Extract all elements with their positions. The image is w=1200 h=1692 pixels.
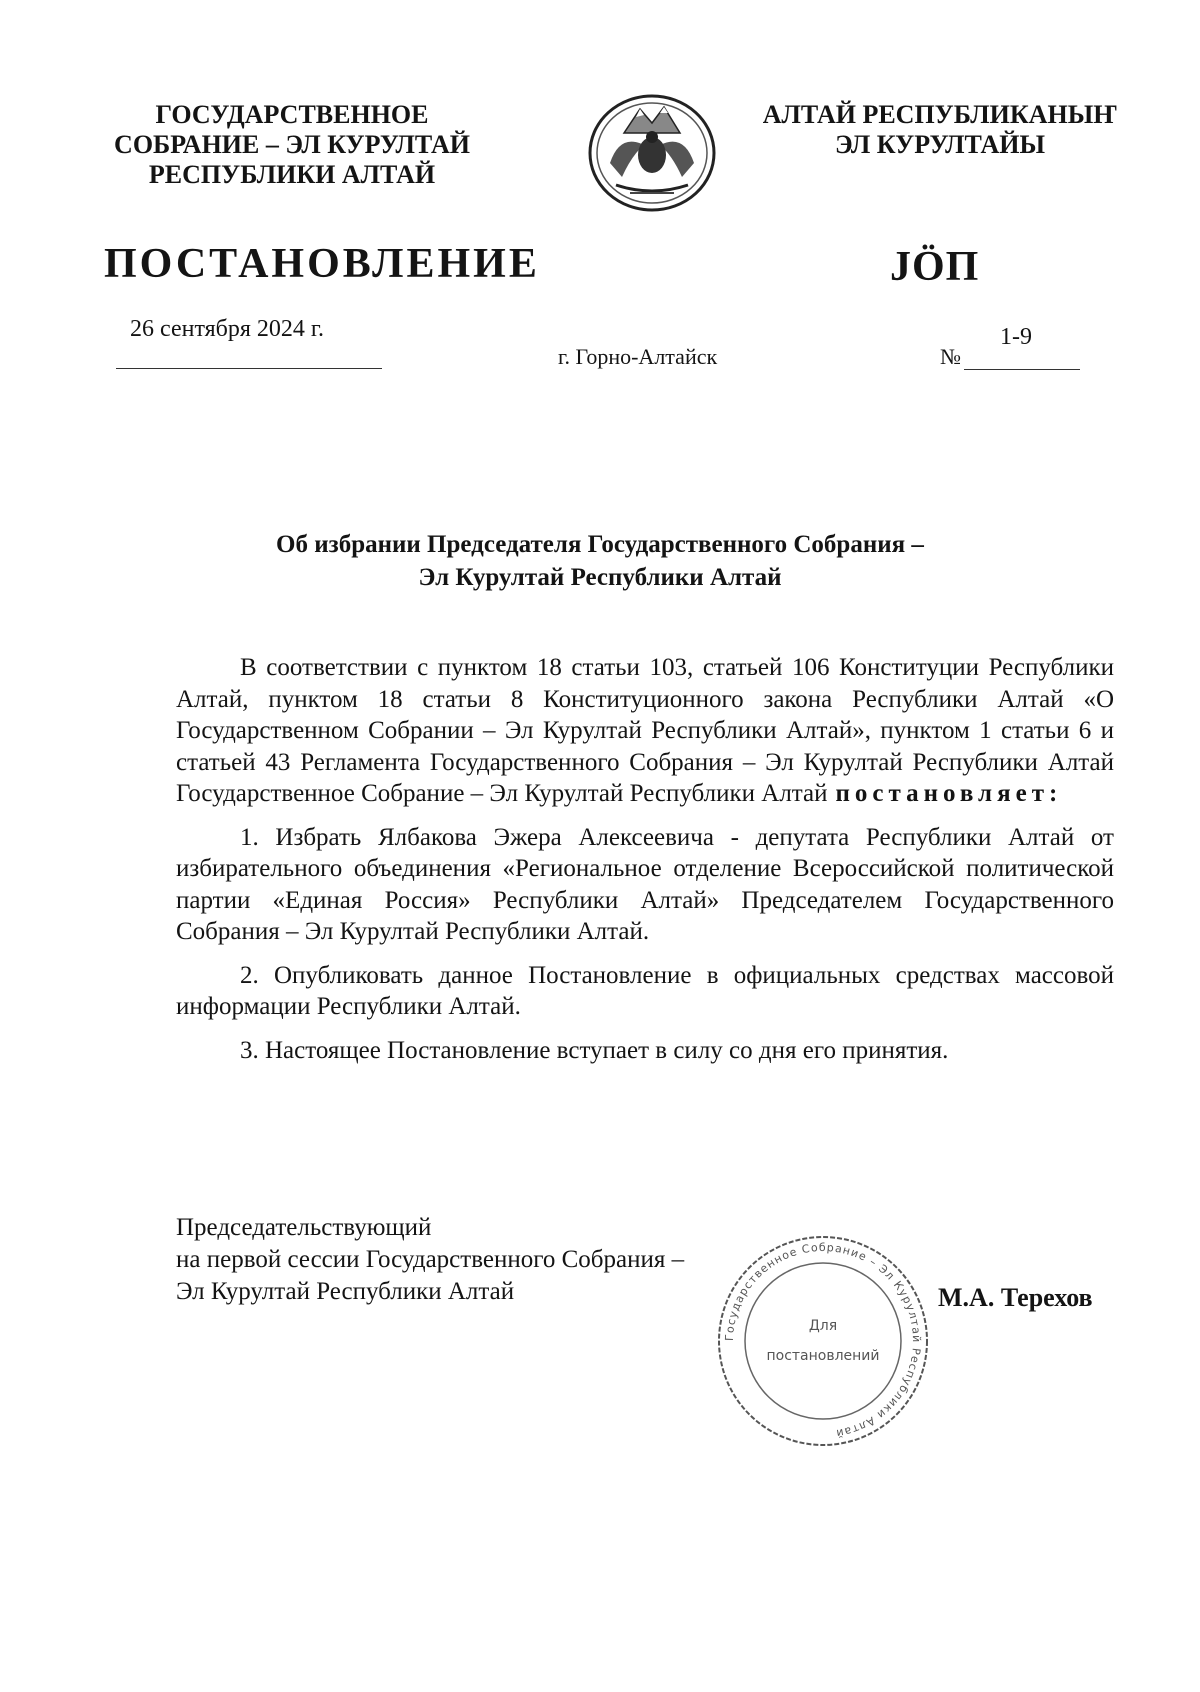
stamp-ring-text: Государственное Собрание – Эл Курултай Республики Алтай [722, 1240, 924, 1441]
coat-of-arms-emblem [580, 93, 724, 213]
preamble-text: В соответствии с пунктом 18 статьи 103, статьей 106 Конституции Республики Алтай, пунктом 18 статьи 8 Конституционного закона Республики Алтай «О Государственном Собрании – Эл Курултай Республики Алтай», пунктом 1 статьи 6 и статьей 43 Регламента Государственного Собрания – Эл Курултай Республики Алтай Государственное Собрание – Эл Курултай Республики Алтай [176, 654, 1114, 807]
org-name-line: СОБРАНИЕ – ЭЛ КУРУЛТАЙ [114, 130, 470, 159]
org-name-line: ЭЛ КУРУЛТАЙЫ [834, 130, 1046, 159]
number-sign: № [940, 344, 961, 369]
stamp-center-bottom: постановлений [766, 1348, 880, 1364]
org-name-line: ГОСУДАРСТВЕННОЕ [155, 100, 429, 129]
svg-text:Государственное Собрание – Эл [723, 1241, 923, 1440]
signatory-position [176, 1212, 684, 1308]
org-name-line: АЛТАЙ РЕСПУБЛИКАНЫҤ [762, 100, 1118, 129]
signatory-name: М.А. Терехов [938, 1283, 1093, 1312]
subject-line: Об избрании Председателя Государственного Собрания – [276, 531, 924, 558]
signatory-line: Председательствующий [176, 1214, 432, 1241]
document-body [176, 652, 1114, 1066]
org-name-line: РЕСПУБЛИКИ АЛТАЙ [148, 160, 436, 189]
resolution-item: 3. Настоящее Постановление вступает в силу со дня его принятия. [240, 1036, 949, 1064]
official-stamp [712, 1230, 934, 1452]
date-underline [116, 368, 382, 369]
document-date: 26 сентября 2024 г. [130, 316, 325, 342]
document-number: 1-9 [1000, 324, 1032, 350]
stamp-center-top: Для [808, 1318, 838, 1334]
number-underline [964, 369, 1080, 370]
signatory-line: Эл Курултай Республики Алтай [176, 1278, 515, 1305]
preamble-paragraph [176, 652, 1114, 810]
document-city: г. Горно-Алтайск [558, 344, 718, 369]
subject-line: Эл Курултай Республики Алтай [418, 564, 782, 591]
org-name-russian [92, 100, 492, 190]
doc-type-russian: ПОСТАНОВЛЕНИЕ [104, 241, 540, 287]
resolution-item: 2. Опубликовать данное Постановление в официальных средствах массовой информации Республики Алтай. [176, 961, 1114, 1020]
resolution-item: 1. Избрать Ялбакова Эжера Алексеевича - депутата Республики Алтай от избирательного объединения «Региональное отделение Всероссийской политической партии «Единая Россия» Республики Алтай» Председателем Государственного Собрания – Эл Курултай Республики Алтай. [176, 823, 1114, 945]
org-name-altai [740, 100, 1140, 160]
doc-type-altai: JӦП [890, 244, 980, 290]
document-subject [150, 528, 1050, 594]
signatory-line: на первой сессии Государственного Собрания – [176, 1246, 685, 1273]
decree-word: постановляет: [835, 780, 1063, 807]
